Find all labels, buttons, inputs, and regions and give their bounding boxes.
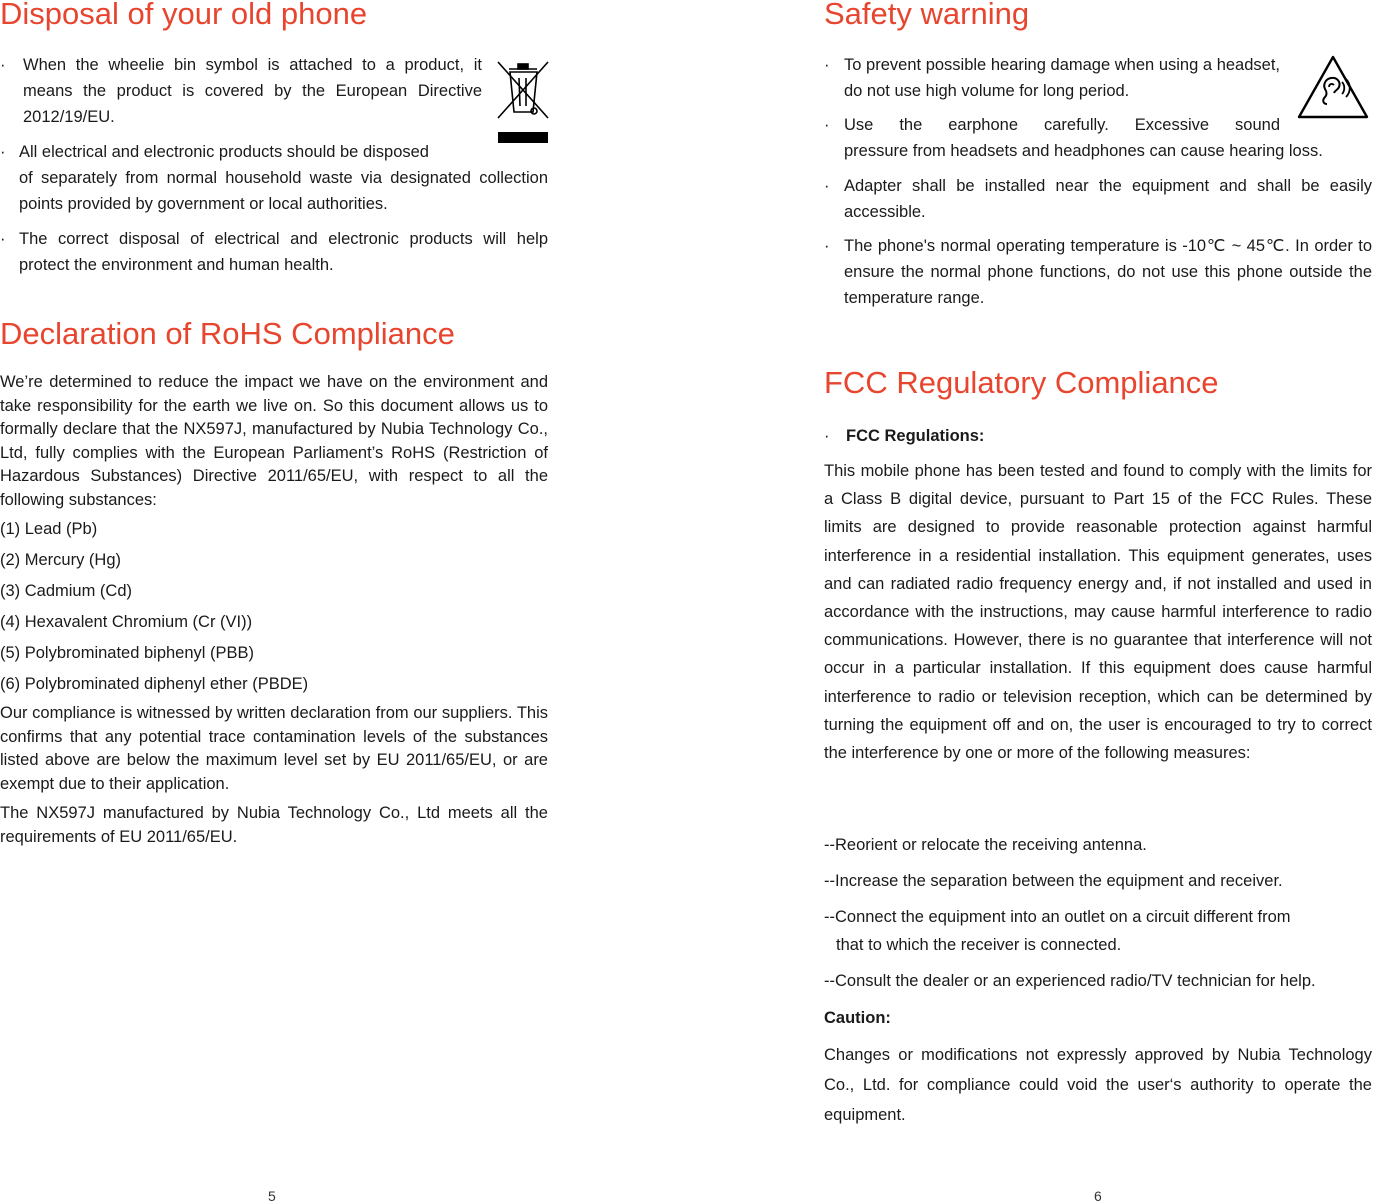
disposal-bullet-text-rest: of separately from normal household waste via designated collection points provided by government or local authorities. xyxy=(19,169,548,213)
safety-bullet-earphone xyxy=(824,112,1372,164)
list-item: (6) Polybrominated diphenyl ether (PBDE) xyxy=(0,675,309,693)
safety-bullet-text: The phone's normal operating temperature is -10℃ ~ 45℃. In order to ensure the normal phone functions, do not use this phone outside the temperature range. xyxy=(844,237,1372,307)
rohs-final-paragraph: The NX597J manufactured by Nubia Technology Co., Ltd meets all the requirements of EU 2011/65/EU. xyxy=(0,804,548,846)
fcc-heading: FCC Regulatory Compliance xyxy=(824,365,1219,400)
list-item: (4) Hexavalent Chromium (Cr (VI)) xyxy=(0,613,253,631)
caution-paragraph: Changes or modifications not expressly approved by Nubia Technology Co., Ltd. for compliance could void the user‘s authority to operate the equipment. xyxy=(824,1046,1372,1124)
bullet-mark: · xyxy=(824,56,830,74)
fcc-regulations-bullet xyxy=(824,423,984,449)
disposal-bullet-text: When the wheelie bin symbol is attached to a product, it means the product is covered by the European Directive 2012/19/EU. xyxy=(23,56,482,126)
list-item: (1) Lead (Pb) xyxy=(0,520,98,538)
bullet-mark: · xyxy=(824,237,830,255)
disposal-bullet-environment xyxy=(0,226,548,278)
rohs-intro-paragraph: We’re determined to reduce the impact we have on the environment and take responsibility for the earth we live on. So this document allows us to formally declare that the NX597J, manufactured by Nubia Technology Co., Ltd, fully complies with the European Parliament’s RoHS (Restriction of Hazardous Substances) Directive 2011/65/EU, with respect to all the following substances: xyxy=(0,373,548,509)
bullet-mark: · xyxy=(0,56,6,74)
disposal-bullet-wheelie-bin xyxy=(0,52,482,130)
disposal-heading: Disposal of your old phone xyxy=(0,0,368,31)
bullet-mark: · xyxy=(0,143,6,161)
bullet-mark: · xyxy=(824,427,830,445)
fcc-measure-consult: --Consult the dealer or an experienced radio/TV technician for help. xyxy=(824,972,1316,990)
page-number: 6 xyxy=(1094,1188,1102,1204)
disposal-bullet-separate-collection xyxy=(0,139,548,217)
safety-heading: Safety warning xyxy=(824,0,1030,31)
rohs-witness-paragraph: Our compliance is witnessed by written declaration from our suppliers. This confirms that any potential trace contamination levels of the substances listed above are below the maximum level set by EU 2011/65/EU, or are exempt due to their application. xyxy=(0,704,548,793)
fcc-measure-outlet-line2: that to which the receiver is connected. xyxy=(836,936,1122,954)
safety-bullet-hearing xyxy=(824,52,1280,104)
fcc-regulations-label: FCC Regulations: xyxy=(846,427,985,445)
safety-bullet-temperature xyxy=(824,233,1372,311)
fcc-measure-outlet-line1: --Connect the equipment into an outlet on a circuit different from xyxy=(824,908,1291,926)
page-number: 5 xyxy=(268,1188,276,1204)
list-item: (2) Mercury (Hg) xyxy=(0,551,122,569)
hearing-warning-icon xyxy=(1296,54,1370,120)
fcc-measure-outlet xyxy=(824,903,1372,959)
bullet-mark: · xyxy=(0,230,6,248)
crossed-out-wheelie-bin-icon xyxy=(496,60,550,146)
fcc-measure-separation: --Increase the separation between the equipment and receiver. xyxy=(824,872,1283,890)
bullet-mark: · xyxy=(824,177,830,195)
fcc-measure-reorient: --Reorient or relocate the receiving antenna. xyxy=(824,836,1147,854)
rohs-heading: Declaration of RoHS Compliance xyxy=(0,316,455,351)
list-item: (5) Polybrominated biphenyl (PBB) xyxy=(0,644,255,662)
safety-bullet-text-line1: Use the earphone carefully. Excessive sound xyxy=(844,116,1280,134)
disposal-bullet-text-line1: All electrical and electronic products should be disposed xyxy=(19,143,429,161)
safety-bullet-text-rest: pressure from headsets and headphones can cause hearing loss. xyxy=(844,142,1323,160)
safety-bullet-adapter xyxy=(824,173,1372,225)
caution-label: Caution: xyxy=(824,1009,891,1027)
safety-bullet-text: To prevent possible hearing damage when using a headset, do not use high volume for long period. xyxy=(844,56,1280,100)
disposal-bullet-text: The correct disposal of electrical and electronic products will help protect the environment and human health. xyxy=(19,230,548,274)
fcc-body-paragraph: This mobile phone has been tested and found to comply with the limits for a Class B digital device, pursuant to Part 15 of the FCC Rules. These limits are designed to provide reasonable protection against harmful interference in a residential installation. This equipment generates, uses and can radiated radio frequency energy and, if not installed and used in accordance with the instructions, may cause harmful interference to radio communications. However, there is no guarantee that interference will not occur in a particular installation. If this equipment does cause harmful interference to radio or television reception, which can be determined by turning the equipment off and on, the user is encouraged to try to correct the interference by one or more of the following measures: xyxy=(824,462,1372,763)
rohs-substance-list xyxy=(0,516,548,702)
list-item: (3) Cadmium (Cd) xyxy=(0,582,133,600)
safety-bullet-text: Adapter shall be installed near the equipment and shall be easily accessible. xyxy=(844,177,1372,221)
bullet-mark: · xyxy=(824,116,830,134)
